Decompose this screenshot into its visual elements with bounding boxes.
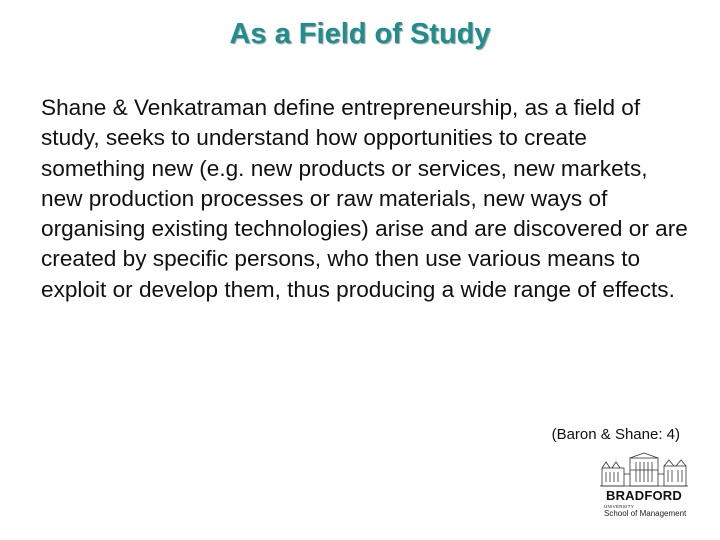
logo-university: UNIVERSITY bbox=[604, 504, 635, 509]
logo-school: School of Management bbox=[604, 509, 687, 518]
building-icon bbox=[598, 452, 690, 488]
slide-title: As a Field of Study bbox=[229, 18, 491, 50]
logo-name: BRADFORD bbox=[606, 488, 682, 503]
body-paragraph: Shane & Venkatraman define entrepreneurship, as a field of study, seeks to understand how opportunities to create something new (e.g. new products or services, new markets, new production processes or raw materials, new ways of organising existing technologies) arise and are discovered or are created by specific persons, who then use various means to exploit or develop them, thus producing a wide range of effects. bbox=[41, 95, 688, 302]
bradford-logo bbox=[598, 452, 690, 520]
citation: (Baron & Shane: 4) bbox=[551, 426, 680, 443]
